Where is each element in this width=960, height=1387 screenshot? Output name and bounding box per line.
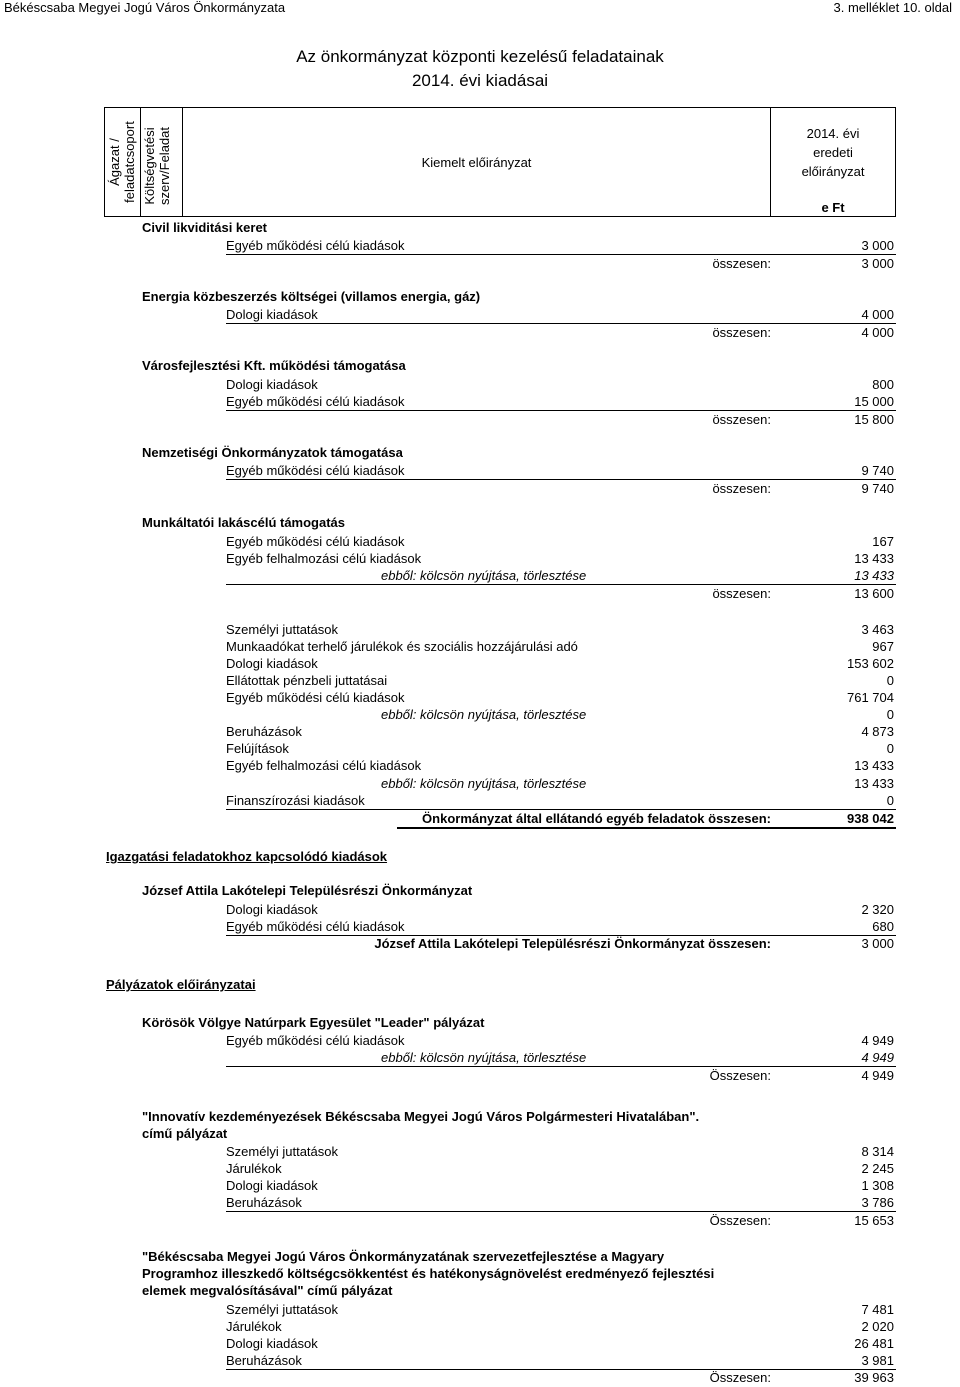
section-title: "Békéscsaba Megyei Jogú Város Önkormányzatának szervezetfejlesztése a Magyary <box>142 1249 665 1264</box>
section-title: Civil likviditási keret <box>142 220 268 235</box>
grand-total-row: Önkormányzat által ellátandó egyéb feladatok összesen: 938 042 <box>397 810 896 829</box>
table-row: Egyéb működési célú kiadások 9 740 <box>226 463 894 478</box>
table-row: Egyéb működési célú kiadások 3 000 <box>226 238 894 253</box>
section-title-cont: Programhoz illeszkedő költségcsökkentést és hatékonyságnövelést eredményező fejlesztési <box>142 1266 715 1281</box>
col-header-agazat: Ágazat / feladatcsoport <box>107 121 137 203</box>
col-header-year: 2014. évi <box>806 126 860 141</box>
table-row: Felújítások 0 <box>226 741 894 756</box>
section-title: Energia közbeszerzés költségei (villamos energia, gáz) <box>142 289 481 304</box>
table-row: Járulékok 2 245 <box>226 1161 894 1176</box>
table-row: Személyi juttatások 3 463 <box>226 622 894 637</box>
group-title: Pályázatok előirányzatai <box>106 977 256 992</box>
table-row: Személyi juttatások 7 481 <box>226 1302 894 1317</box>
table-row: Dologi kiadások 26 481 <box>226 1336 894 1351</box>
page-header-right: 3. melléklet 10. oldal <box>833 0 952 15</box>
table-row: Dologi kiadások 1 308 <box>226 1178 894 1193</box>
table-row: Dologi kiadások 4 000 <box>226 307 894 322</box>
table-row: Járulékok 2 020 <box>226 1319 894 1334</box>
section-title: Munkáltatói lakáscélú támogatás <box>142 515 346 530</box>
table-row-sub: ebből: kölcsön nyújtása, törlesztése 13 433 <box>226 567 896 585</box>
header-bottom-border <box>104 216 896 217</box>
page-title: Az önkormányzat központi kezelésű feladatainak <box>296 47 664 66</box>
table-row: Egyéb működési célú kiadások 4 949 <box>226 1033 894 1048</box>
section-title: Városfejlesztési Kft. működési támogatása <box>142 358 406 373</box>
total-row: Összesen: 4 949 <box>709 1068 894 1083</box>
section-title-cont: elemek megvalósításával" című pályázat <box>142 1283 393 1298</box>
table-row-sub: ebből: kölcsön nyújtása, törlesztése 4 949 <box>226 1049 896 1067</box>
col-header-koltsegvetesi: Költségvetési szerv/Feladat <box>142 126 172 206</box>
header-right-border <box>895 107 896 217</box>
table-row: Dologi kiadások 2 320 <box>226 902 894 917</box>
table-row: Beruházások 3 786 <box>226 1195 894 1210</box>
table-row: Beruházások 4 873 <box>226 724 894 739</box>
table-row: Ellátottak pénzbeli juttatásai 0 <box>226 673 894 688</box>
table-row: Egyéb működési célú kiadások 15 000 <box>226 394 894 409</box>
table-row: Dologi kiadások 800 <box>226 377 894 392</box>
section-title: "Innovatív kezdeményezések Békéscsaba Megyei Jogú Város Polgármesteri Hivatalában". <box>142 1109 700 1124</box>
group-title: Igazgatási feladatokhoz kapcsolódó kiadások <box>106 849 388 864</box>
table-row: Egyéb felhalmozási célú kiadások 13 433 <box>226 758 894 773</box>
col-header-kiemelt: Kiemelt előirányzat <box>421 155 532 170</box>
table-row: Beruházások 3 981 <box>226 1353 894 1368</box>
table-row: Finanszírozási kiadások 0 <box>226 793 894 808</box>
col-header-unit: e Ft <box>821 200 845 215</box>
table-row: Egyéb működési célú kiadások 680 <box>226 919 894 934</box>
header-col-divider-1 <box>140 107 141 217</box>
total-row: Összesen: 15 653 <box>709 1213 894 1228</box>
total-row: összesen: 15 800 <box>712 412 894 427</box>
total-row: összesen: 13 600 <box>712 586 894 601</box>
table-row: Egyéb működési célú kiadások 167 <box>226 534 894 549</box>
col-header-eredeti: eredeti <box>813 145 853 160</box>
total-row: összesen: 4 000 <box>712 325 894 340</box>
total-row: Összesen: 39 963 <box>709 1370 894 1385</box>
table-row: Dologi kiadások 153 602 <box>226 656 894 671</box>
total-row: összesen: 9 740 <box>712 481 894 496</box>
section-title: Körösök Völgye Natúrpark Egyesület "Leader" pályázat <box>142 1015 485 1030</box>
header-left-border <box>104 107 105 217</box>
page-subtitle: 2014. évi kiadásai <box>411 71 549 90</box>
total-row: József Attila Lakótelepi Településrészi Önkormányzat összesen: 3 000 <box>374 936 894 951</box>
section-title-cont: című pályázat <box>142 1126 228 1141</box>
table-row: Egyéb működési célú kiadások 761 704 <box>226 690 894 705</box>
header-top-border <box>104 107 896 108</box>
total-row: összesen: 3 000 <box>712 256 894 271</box>
table-row: Személyi juttatások 8 314 <box>226 1144 894 1159</box>
table-row: Munkaadókat terhelő járulékok és szociális hozzájárulási adó 967 <box>226 639 894 654</box>
section-title: Nemzetiségi Önkormányzatok támogatása <box>142 445 403 460</box>
section-title: József Attila Lakótelepi Településrészi Önkormányzat <box>142 883 473 898</box>
table-row-sub: ebből: kölcsön nyújtása, törlesztése 0 <box>381 707 894 722</box>
table-row: Egyéb felhalmozási célú kiadások 13 433 <box>226 551 894 566</box>
col-header-eloiranyzat: előirányzat <box>801 164 865 179</box>
table-row-sub: ebből: kölcsön nyújtása, törlesztése 13 433 <box>381 776 894 791</box>
page-header-left: Békéscsaba Megyei Jogú Város Önkormányzata <box>4 0 286 15</box>
